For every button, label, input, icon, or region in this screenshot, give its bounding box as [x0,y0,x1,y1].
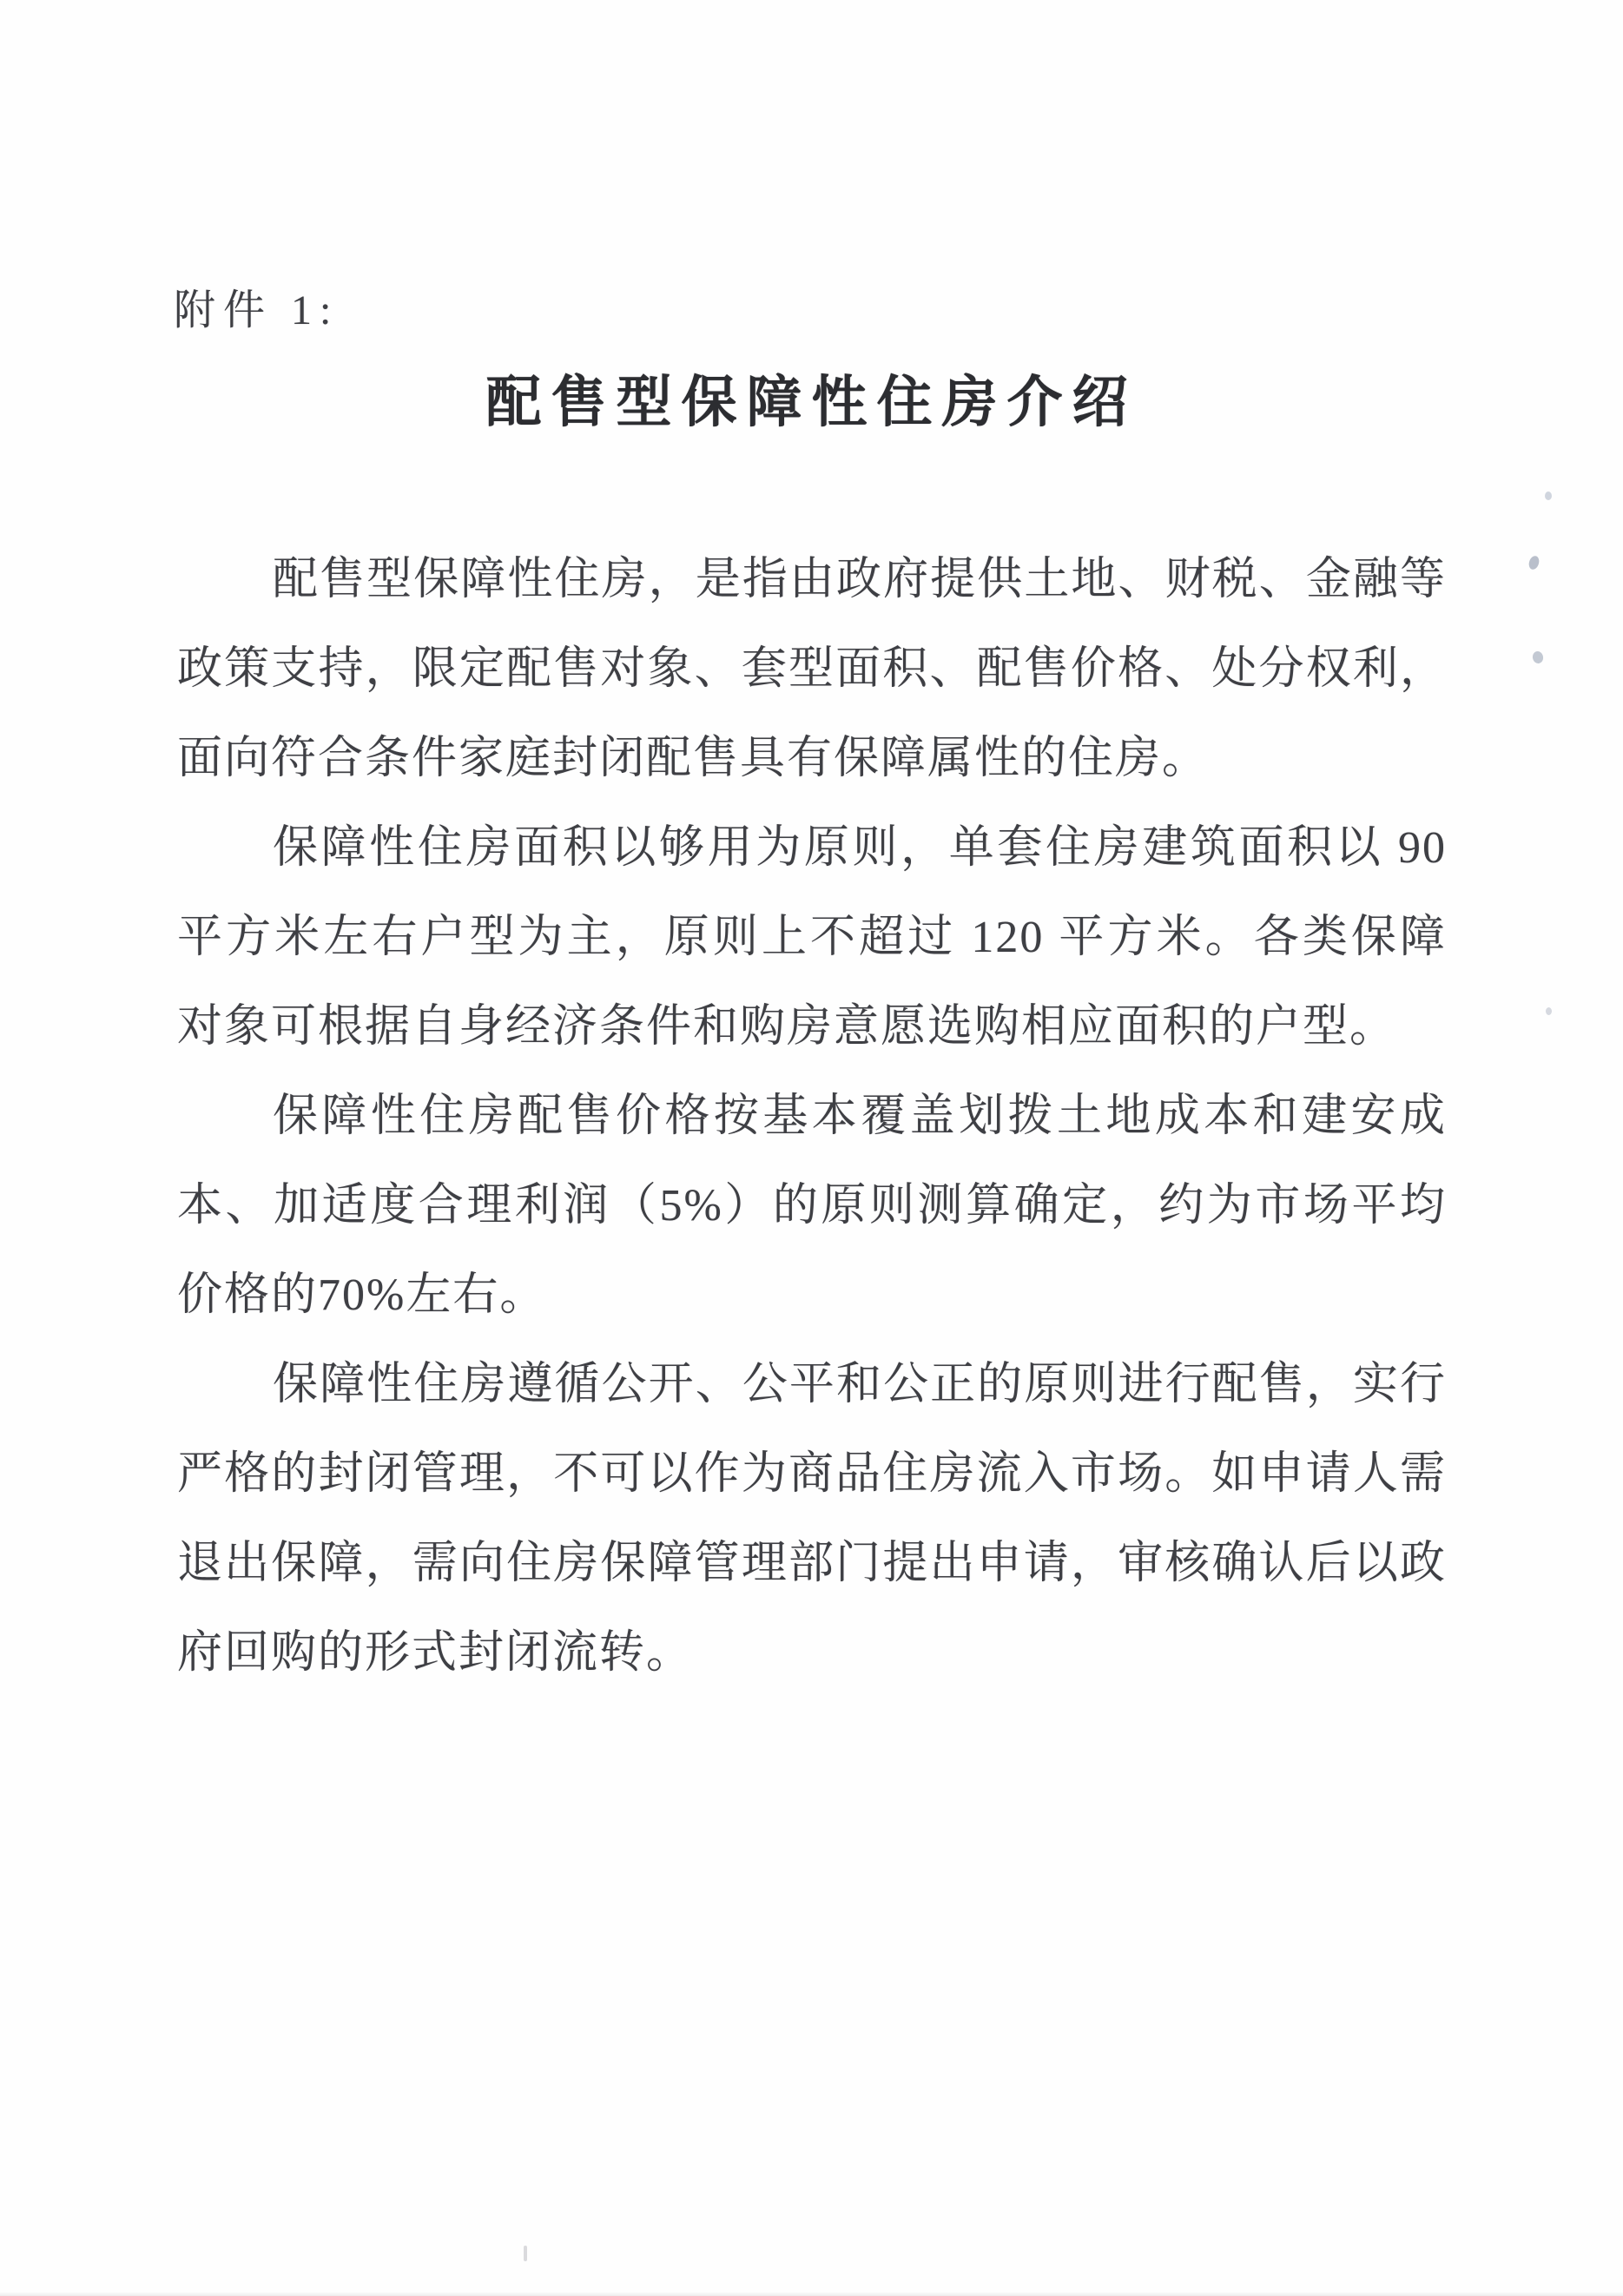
document-body [177,535,1447,1698]
scan-speck [1545,492,1552,500]
paragraph-pricing: 保障性住房配售价格按基本覆盖划拨土地成本和建安成本、加适度合理利润（5%）的原则测算确定，约为市场平均价格的70%左右。 [177,1092,1447,1320]
scan-speck [1527,555,1541,571]
scan-edge-shadow [0,2292,1623,2296]
scan-speck [1532,650,1545,664]
document-title: 配售型保障性住房介绍 [485,372,1138,433]
scan-speck [524,2246,527,2261]
paragraph-definition: 配售型保障性住房，是指由政府提供土地、财税、金融等政策支持，限定配售对象、套型面积、配售价格、处分权利，面向符合条件家庭封闭配售具有保障属性的住房。 [177,555,1447,783]
paragraph-floor-area: 保障性住房面积以够用为原则，单套住房建筑面积以 90 平方米左右户型为主，原则上不超过 120 平方米。各类保障对象可根据自身经济条件和购房意愿选购相应面积的户型。 [177,823,1447,1052]
attachment-label: 附件 1: [174,287,340,333]
paragraph-closed-management: 保障性住房遵循公开、公平和公正的原则进行配售，实行严格的封闭管理，不可以作为商品住房流入市场。如申请人需退出保障，需向住房保障管理部门提出申请，审核确认后以政府回购的形式封闭流转。 [177,1360,1447,1678]
scan-speck [1546,1007,1552,1015]
